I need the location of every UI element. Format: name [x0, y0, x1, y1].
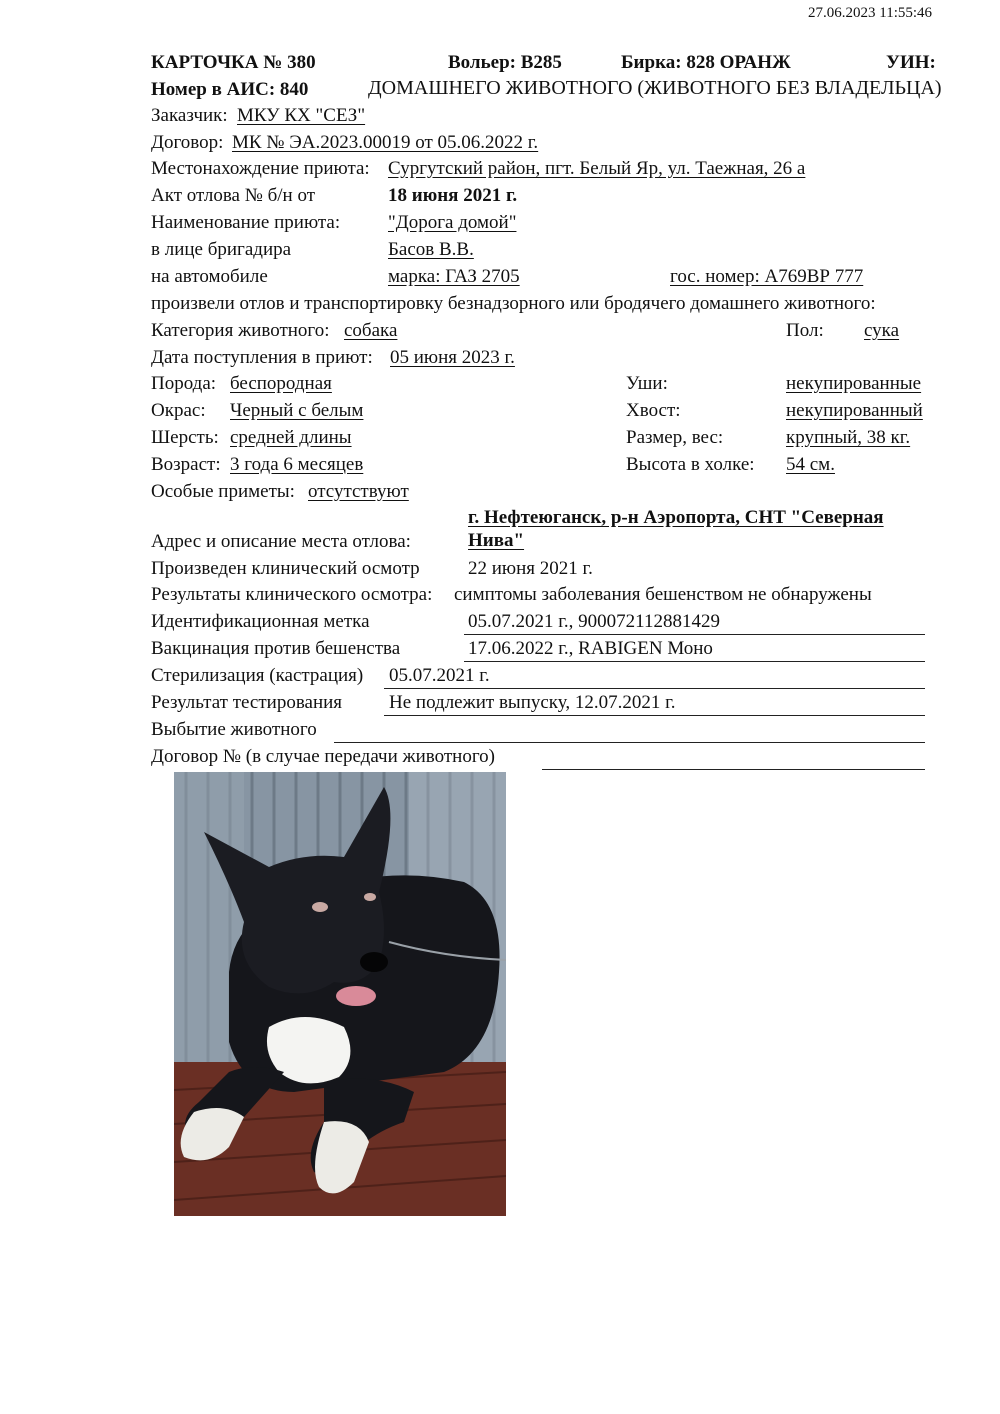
exam-results-label: Результаты клинического осмотра: [151, 584, 433, 605]
id-mark-underline [464, 634, 925, 635]
capture-address-line2: Нива" [468, 530, 525, 551]
sex-label: Пол: [786, 320, 824, 341]
shelter-location-value: Сургутский район, пгт. Белый Яр, ул. Таежная, 26 а [388, 158, 806, 179]
animal-type-title: ДОМАШНЕГО ЖИВОТНОГО (ЖИВОТНОГО БЕЗ ВЛАДЕЛЬЦА) [368, 77, 942, 99]
exam-results-value: симптомы заболевания бешенством не обнаружены [454, 584, 872, 605]
shelter-location-label: Местонахождение приюта: [151, 158, 370, 179]
vaccination-value: 17.06.2022 г., RABIGEN Моно [468, 638, 713, 659]
ears-label: Уши: [626, 373, 668, 394]
departure-label: Выбытие животного [151, 719, 317, 740]
foreman-value: Басов В.В. [388, 239, 474, 260]
tag-number: Бирка: 828 ОРАНЖ [621, 52, 791, 73]
sterilization-underline [384, 688, 925, 689]
enclosure-number: Вольер: В285 [448, 52, 562, 73]
customer-value: МКУ КХ "СЕЗ" [237, 105, 366, 126]
breed-label: Порода: [151, 373, 217, 394]
size-value: крупный, 38 кг. [786, 427, 911, 448]
departure-underline [334, 742, 925, 743]
print-timestamp: 27.06.2023 11:55:46 [808, 5, 933, 21]
special-marks-value: отсутствуют [308, 481, 409, 502]
color-label: Окрас: [151, 400, 206, 421]
contract-label: Договор: [151, 132, 224, 153]
foreman-label: в лице бригадира [151, 239, 292, 260]
tail-value: некупированный [786, 400, 923, 421]
breed-value: беспородная [230, 373, 332, 394]
capture-act-date: 18 июня 2021 г. [388, 185, 518, 206]
vehicle-brand: марка: ГАЗ 2705 [388, 266, 520, 287]
id-mark-label: Идентификационная метка [151, 611, 370, 632]
transfer-contract-underline [542, 769, 925, 770]
coat-label: Шерсть: [151, 427, 219, 448]
color-value: Черный с белым [230, 400, 364, 421]
height-value: 54 см. [786, 454, 835, 475]
test-result-value: Не подлежит выпуску, 12.07.2021 г. [389, 692, 676, 713]
capture-statement: произвели отлов и транспортировку безнадзорного или бродячего домашнего животного: [151, 293, 876, 314]
uin-label: УИН: [886, 52, 936, 73]
tail-label: Хвост: [626, 400, 681, 421]
vehicle-number: гос. номер: А769ВР 777 [670, 266, 864, 287]
test-result-underline [384, 715, 925, 716]
ears-value: некупированные [786, 373, 922, 394]
transfer-contract-label: Договор № (в случае передачи животного) [151, 746, 495, 767]
arrival-value: 05 июня 2023 г. [390, 347, 515, 368]
age-value: 3 года 6 месяцев [230, 454, 364, 475]
vehicle-label: на автомобиле [151, 266, 268, 287]
age-label: Возраст: [151, 454, 221, 475]
sterilization-label: Стерилизация (кастрация) [151, 665, 364, 686]
sex-value: сука [864, 320, 900, 341]
customer-label: Заказчик: [151, 105, 228, 126]
id-mark-value: 05.07.2021 г., 900072112881429 [468, 611, 720, 632]
capture-address-line1: г. Нефтеюганск, р-н Аэропорта, СНТ "Северная [468, 507, 884, 528]
shelter-name-label: Наименование приюта: [151, 212, 341, 233]
vaccination-underline [464, 661, 925, 662]
sterilization-value: 05.07.2021 г. [389, 665, 490, 686]
shelter-name-value: "Дорога домой" [388, 212, 517, 233]
category-value: собака [344, 320, 398, 341]
coat-value: средней длины [230, 427, 352, 448]
contract-value: МК № ЭА.2023.00019 от 05.06.2022 г. [232, 132, 539, 153]
special-marks-label: Особые приметы: [151, 481, 295, 502]
clinical-exam-label: Произведен клинический осмотр [151, 558, 420, 579]
clinical-exam-date: 22 июня 2021 г. [468, 558, 593, 579]
dog-photo [174, 772, 506, 1216]
height-label: Высота в холке: [626, 454, 755, 475]
size-label: Размер, вес: [626, 427, 724, 448]
ais-number: Номер в АИС: 840 [151, 79, 309, 100]
arrival-label: Дата поступления в приют: [151, 347, 373, 368]
category-label: Категория животного: [151, 320, 330, 341]
test-result-label: Результат тестирования [151, 692, 343, 713]
capture-act-label: Акт отлова № б/н от [151, 185, 316, 206]
card-number: КАРТОЧКА № 380 [151, 52, 316, 73]
capture-address-label: Адрес и описание места отлова: [151, 531, 411, 552]
vaccination-label: Вакцинация против бешенства [151, 638, 401, 659]
